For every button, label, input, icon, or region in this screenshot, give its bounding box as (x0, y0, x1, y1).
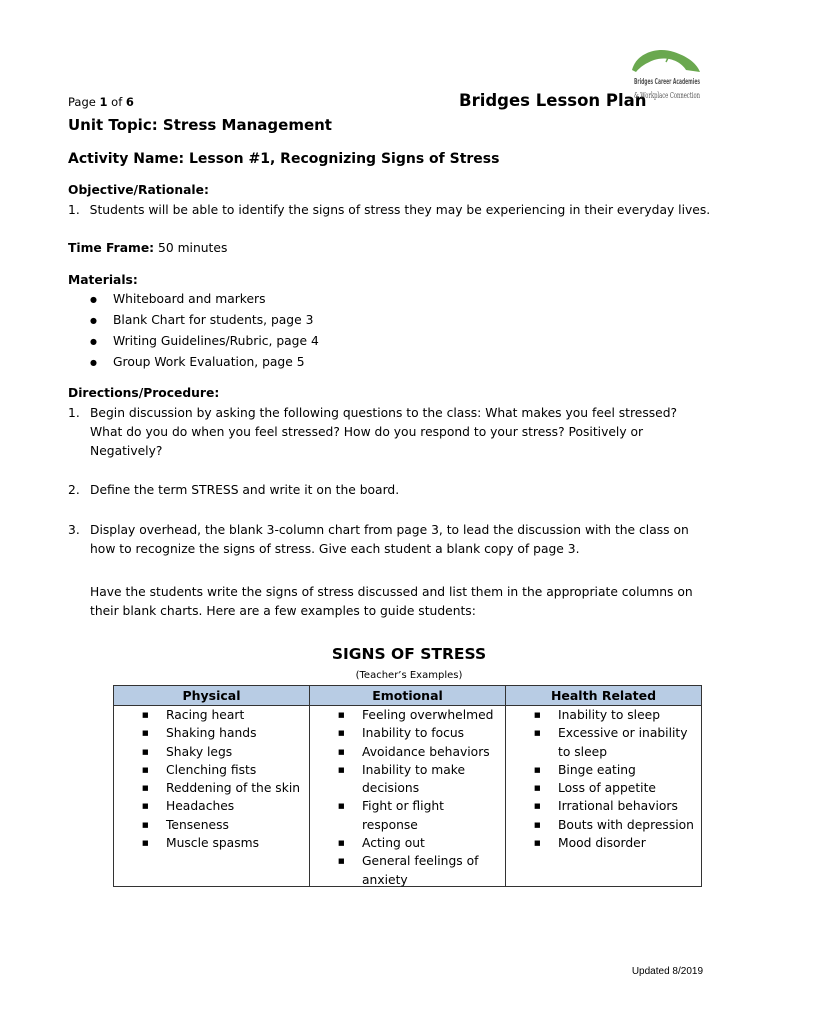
materials-list (90, 292, 319, 376)
list-item: ■ Tenseness (114, 816, 309, 834)
list-item: ■ Avoidance behaviors (310, 743, 505, 761)
lesson-plan-title: Bridges Lesson Plan (459, 91, 647, 110)
time-frame-label: Time Frame: (68, 241, 155, 255)
signs-table-title: SIGNS OF STRESS (331, 645, 487, 663)
page-of: of (111, 95, 123, 109)
signs-of-stress-table (113, 685, 702, 887)
list-item: ■ Mood disorder (506, 834, 701, 852)
list-item: ■ General feelings of anxiety (310, 852, 505, 889)
objective-text: Students will be able to identify the signs of stress they may be experiencing in their everyday lives. (89, 203, 711, 217)
list-item: ● Group Work Evaluation, page 5 (90, 355, 319, 376)
step-note: Have the students write the signs of stress discussed and list them in the appropriate columns on their blank charts. Here are a few examples to guide students: (90, 585, 693, 618)
list-item: ■ Clenching fists (114, 761, 309, 779)
logo-text-line2: & Workplace Connection (634, 91, 700, 100)
list-item: ■ Acting out (310, 834, 505, 852)
directions-heading: Directions/Procedure: (68, 386, 220, 400)
list-item: ■ Inability to make decisions (310, 761, 505, 798)
step-number: 1. (68, 406, 80, 420)
logo-stem-icon (666, 58, 668, 62)
list-item: ■ Bouts with depression (506, 816, 701, 834)
column-heading: Emotional (310, 686, 505, 706)
column-list (310, 706, 505, 889)
page-total: 6 (125, 95, 134, 109)
list-item: ■ Inability to sleep (506, 706, 701, 724)
list-item: ■ Shaky legs (114, 743, 309, 761)
list-item: ■ Headaches (114, 797, 309, 815)
logo-apple-icon (660, 62, 672, 74)
column-list (114, 706, 309, 852)
list-item: ■ Fight or flight response (310, 797, 505, 834)
column-emotional (309, 686, 505, 886)
column-heading: Health Related (506, 686, 701, 706)
step-number: 2. (68, 483, 80, 497)
list-item: ■ Loss of appetite (506, 779, 701, 797)
list-item: ■ Reddening of the skin (114, 779, 309, 797)
objective-number: 1. (68, 203, 80, 217)
list-item: ■ Feeling overwhelmed (310, 706, 505, 724)
list-item: ● Writing Guidelines/Rubric, page 4 (90, 334, 319, 355)
column-health-related (505, 686, 701, 886)
list-item: ■ Shaking hands (114, 724, 309, 742)
direction-step-1 (68, 404, 708, 461)
column-list (506, 706, 701, 852)
time-frame (68, 241, 227, 255)
unit-topic: Unit Topic: Stress Management (68, 116, 332, 134)
list-item: ■ Muscle spasms (114, 834, 309, 852)
bridges-logo (626, 48, 702, 110)
list-item: ■ Excessive or inability to sleep (506, 724, 701, 761)
activity-name: Activity Name: Lesson #1, Recognizing Signs of Stress (68, 151, 500, 167)
signs-table-subtitle: (Teacher’s Examples) (355, 670, 463, 681)
list-item: ■ Inability to focus (310, 724, 505, 742)
direction-step-3 (68, 521, 708, 559)
page-number (68, 95, 134, 109)
page-label: Page (68, 95, 96, 109)
page-current: 1 (99, 95, 108, 109)
list-item: ● Whiteboard and markers (90, 292, 319, 313)
updated-date: Updated 8/2019 (631, 966, 703, 977)
direction-step-2 (68, 481, 708, 500)
time-frame-value: 50 minutes (158, 241, 228, 255)
materials-heading: Materials: (68, 273, 138, 287)
column-physical (114, 686, 309, 886)
step-number: 3. (68, 523, 80, 537)
step-text: Define the term STRESS and write it on the board. (90, 483, 400, 497)
step-text: Begin discussion by asking the following questions to the class: What makes you feel stressed? What do you do when you feel stressed? How do you respond to your stress? Positively or Negatively? (90, 406, 678, 458)
objective-heading: Objective/Rationale: (68, 183, 209, 197)
list-item: ■ Irrational behaviors (506, 797, 701, 815)
column-heading: Physical (114, 686, 309, 706)
list-item: ■ Racing heart (114, 706, 309, 724)
step-text: Display overhead, the blank 3-column chart from page 3, to lead the discussion with the class on how to recognize the signs of stress. Give each student a blank copy of page 3. (90, 523, 689, 556)
list-item: ■ Binge eating (506, 761, 701, 779)
logo-text-line1: Bridges Career Academies (634, 77, 701, 86)
list-item: ● Blank Chart for students, page 3 (90, 313, 319, 334)
objective-item (68, 203, 710, 217)
